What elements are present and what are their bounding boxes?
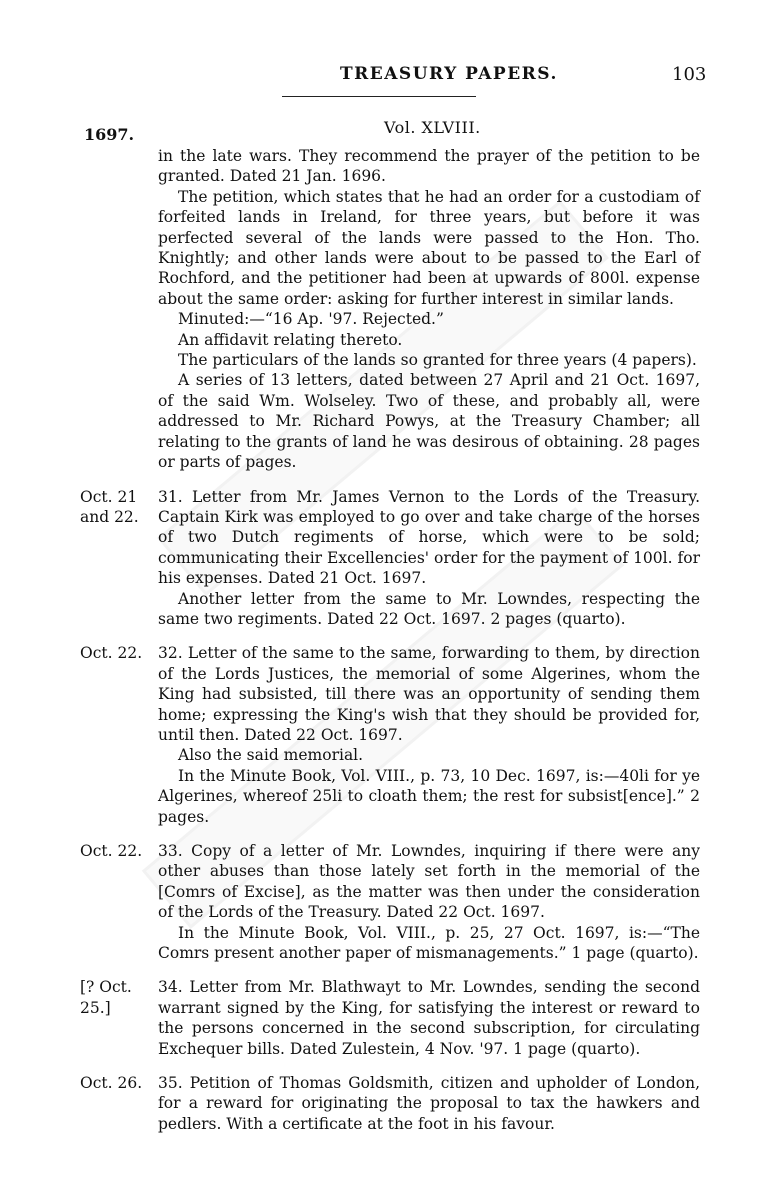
- paragraph: In the Minute Book, Vol. VIII., p. 25, 27 Oct. 1697, is:—“The Comrs present another paper of mismanagements.” 1 page (quarto).: [158, 923, 700, 963]
- entry-34: [80, 977, 700, 1059]
- entry-31: [80, 487, 700, 630]
- paragraph: 35. Petition of Thomas Goldsmith, citizen and upholder of London, for a reward for originating the proposal to tax the hawkers and pedlers. With a certificate at the foot in his favour.: [158, 1074, 700, 1133]
- entry-body: [158, 146, 700, 473]
- paragraph: A series of 13 letters, dated between 27 April and 21 Oct. 1697, of the said Wm. Wolseley. Two of these, and probably all, were addressed to Mr. Richard Powys, at the Treasury Chamber; all relating to the grants of land he was desirous of obtaining. 28 pages or parts of pages.: [158, 371, 700, 472]
- page-content: [80, 146, 700, 1134]
- paragraph: 34. Letter from Mr. Blathwayt to Mr. Lowndes, sending the second warrant signed by the King, for satisfying the interest or reward to the persons concerned in the second subscription, for circulating Exchequer bills. Dated Zulestein, 4 Nov. '97. 1 page (quarto).: [158, 978, 700, 1058]
- paragraph: Minuted:—“16 Ap. '97. Rejected.”: [178, 310, 444, 329]
- entry-body: [158, 841, 700, 963]
- entry-body: [158, 1073, 700, 1134]
- paragraph: 31. Letter from Mr. James Vernon to the Lords of the Treasury. Captain Kirk was employed to go over and take charge of the horses of two Dutch regiments of horse, which were to be sold; communicating their Excellencies' order for the payment of 100l. for his expenses. Dated 21 Oct. 1697.: [158, 487, 700, 588]
- paragraph: in the late wars. They recommend the prayer of the petition to be granted. Dated 21 Jan. 1696.: [158, 147, 700, 186]
- paragraph: 32. Letter of the same to the same, forwarding to them, by direction of the Lords Justices, the memorial of some Algerines, whom the King had subsisted, till there was an opportunity of sending them home; expressing the King's wish that they should be provided for, until then. Dated 22 Oct. 1697.: [158, 644, 700, 744]
- entry-date: Oct. 22.: [80, 842, 143, 860]
- paragraph: The particulars of the lands so granted for three years (4 papers).: [178, 351, 697, 370]
- entry-date: Oct. 26.: [80, 1074, 143, 1093]
- entry-body: [158, 487, 700, 630]
- entry-33: [80, 841, 700, 963]
- entry-32: [80, 643, 700, 827]
- entry-date: [80, 146, 158, 473]
- volume-heading: Vol. XLVIII.: [384, 118, 481, 137]
- entry-date: Oct. 21 and 22.: [80, 487, 139, 526]
- page-number: 103: [672, 64, 707, 85]
- paragraph: 33. Copy of a letter of Mr. Lowndes, inquiring if there were any other abuses than those lately set forth in the memorial of the [Comrs of Excise], as the matter was then under the consideration of the Lords of the Treasury. Dated 22 Oct. 1697.: [158, 842, 700, 922]
- paragraph: An affidavit relating thereto.: [178, 330, 403, 349]
- paragraph: In the Minute Book, Vol. VIII., p. 73, 10 Dec. 1697, is:—40li for ye Algerines, whereof 25li to cloath them; the rest for subsist[ence].” 2 pages.: [158, 766, 700, 826]
- entry-date: [? Oct. 25.]: [80, 978, 132, 1017]
- entry-35: [80, 1073, 700, 1134]
- year-label: 1697.: [84, 125, 135, 144]
- entry-body: [158, 977, 700, 1059]
- entry-date: Oct. 22.: [80, 644, 143, 663]
- paragraph: Also the said memorial.: [178, 746, 364, 765]
- entry-continuation: [80, 146, 700, 473]
- entry-body: [158, 643, 700, 827]
- running-title: TREASURY PAPERS.: [340, 64, 558, 84]
- paragraph: Another letter from the same to Mr. Lowndes, respecting the same two regiments. Dated 22 Oct. 1697. 2 pages (quarto).: [158, 589, 700, 628]
- header-rule: [282, 96, 476, 97]
- paragraph: The petition, which states that he had an order for a custodiam of forfeited lands in Ireland, for three years, but before it was perfected several of the lands were passed to the Hon. Tho. Knightly; and other lands were about to be passed to the Earl of Rochford, and the petitioner had been at upwards of 800l. expense about the same order: asking for further interest in similar lands.: [158, 187, 700, 308]
- page-header: [0, 62, 770, 92]
